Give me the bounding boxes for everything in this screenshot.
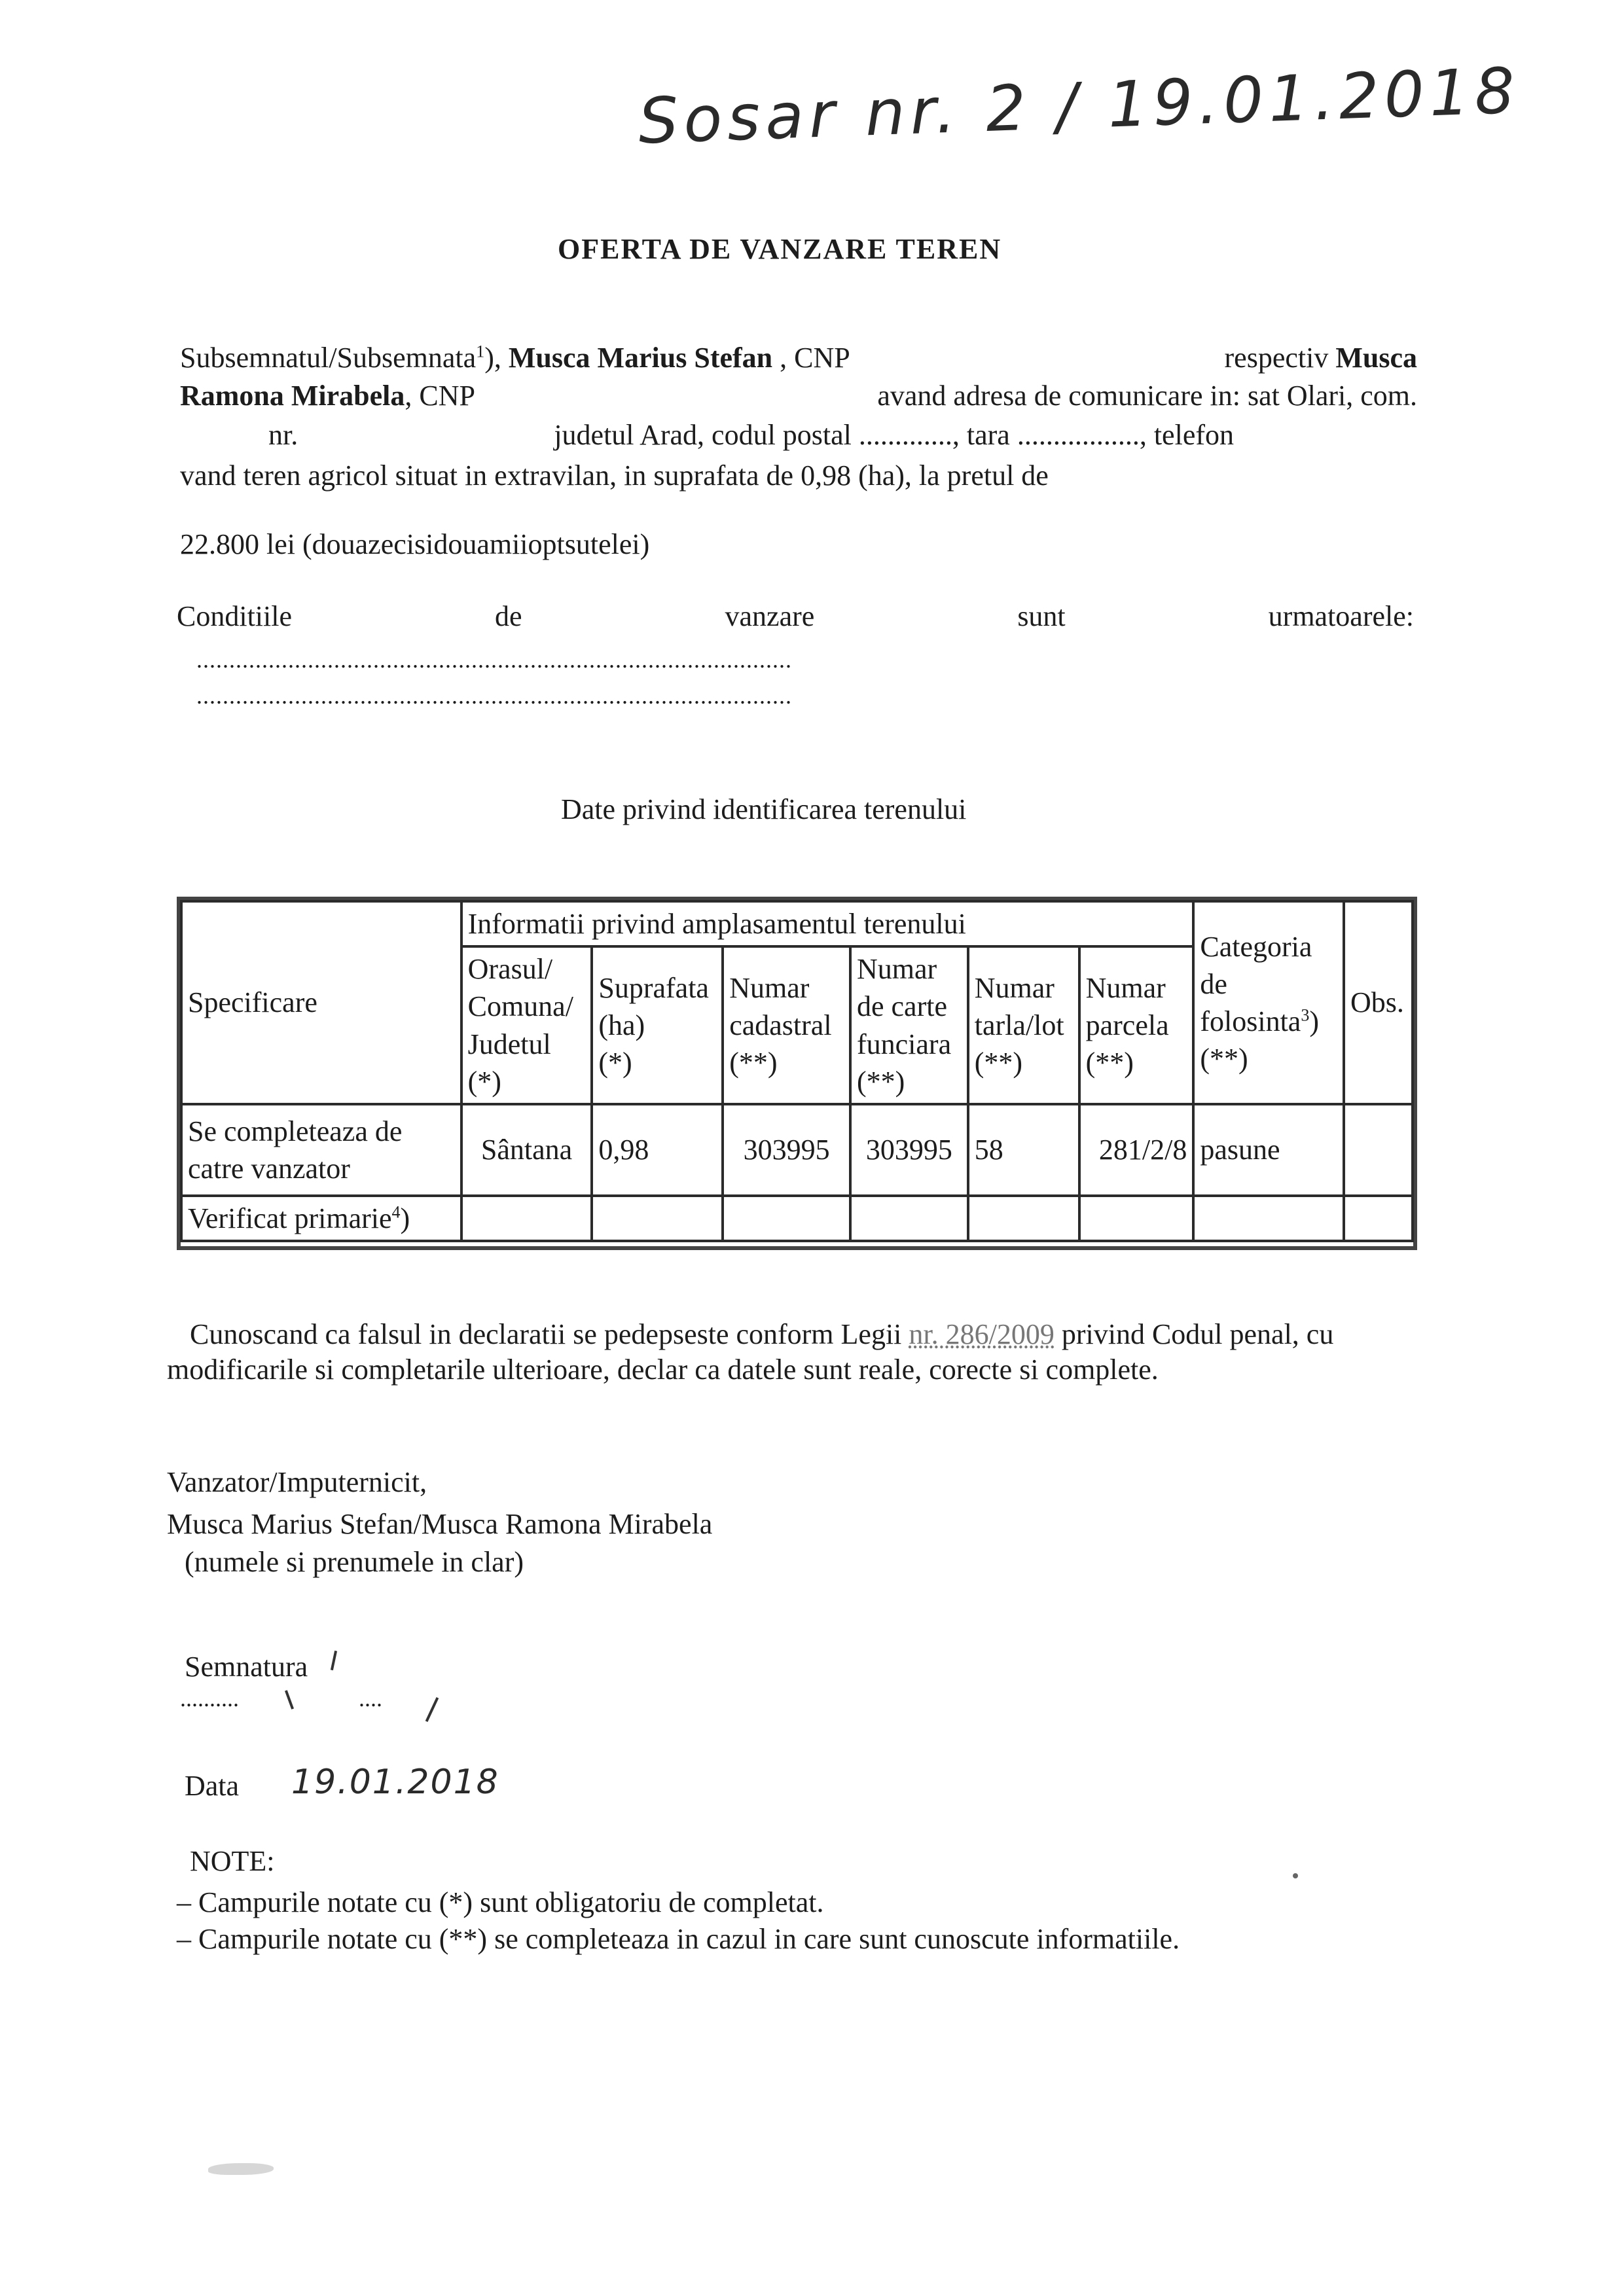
conditions-dots-1: ........................................................................................... [196,647,792,673]
section-title: Date privind identificarea terenului [561,793,967,825]
intro-text: Subsemnatul/Subsemnata [180,342,477,374]
category-label-close: ) [1309,1005,1319,1037]
notes-title: NOTE: [190,1845,275,1877]
col-label: Orasul/ Comuna/ Judetul [467,953,573,1060]
row-label-town-hall [181,1196,461,1241]
conditions-word: vanzare [725,600,815,632]
cnp-label: , CNP [772,342,850,374]
empty-cell [850,1196,968,1241]
address-number-label: nr. [268,419,298,451]
law-reference: nr. 286/2009 [909,1318,1055,1350]
obs-header: Obs. [1344,901,1413,1104]
signature-stroke [331,1651,337,1670]
conditions-word: Conditiile [177,600,292,632]
scan-smudge [208,2163,274,2175]
empty-cell [461,1196,592,1241]
col-label: Numar tarla/lot [974,971,1064,1041]
declaration-text: Cunoscand ca falsul in declaratii se pedepseste conform Legii [190,1318,909,1350]
intro-text: ), [484,342,509,374]
empty-cell [1079,1196,1194,1241]
category-header [1193,901,1344,1104]
cell-obs [1344,1104,1413,1196]
address-text: judetul Arad, codul postal ............., tara ................., telefon [554,419,1234,451]
intro-line-1 [180,339,1417,376]
table-row [181,1196,1413,1241]
cell-cadastral: 303995 [723,1104,850,1196]
price: 22.800 lei (douazecisidouamiioptsutelei) [180,528,650,560]
signature-stroke [285,1690,294,1710]
col-header-parcel [1079,946,1194,1104]
col-header-locality [461,946,592,1104]
date-value: 19.01.2018 [291,1763,499,1802]
seller-2-name: Ramona Mirabela [180,380,405,412]
row-label-text: Verificat primarie [188,1202,392,1234]
col-note: (**) [1085,1047,1134,1079]
land-description: vand teren agricol situat in extravilan, in suprafata de 0,98 (ha), la pretul de [180,459,1049,492]
cell-parcel: 281/2/8 [1079,1104,1194,1196]
empty-cell [1193,1196,1344,1241]
location-group-header: Informatii privind amplasamentul terenului [461,901,1194,946]
cell-area: 0,98 [592,1104,723,1196]
signature-label: Semnatura [185,1651,308,1683]
col-header-cadastral [723,946,850,1104]
conditions-word: de [495,600,522,632]
col-note: (*) [467,1065,501,1098]
footnote-marker: 3 [1301,1005,1310,1025]
date-label: Data [185,1770,240,1802]
cell-tarla: 58 [968,1104,1079,1196]
signature-dots: .......... [180,1685,239,1712]
intro-line-2 [180,377,1417,414]
seller-1-name: Musca Marius Stefan [508,342,773,374]
col-note: (*) [598,1047,632,1079]
note-item: – Campurile notate cu (*) sunt obligatoriu de completat. [177,1886,824,1918]
signer-role: Vanzator/Imputernicit, [167,1466,427,1498]
cnp-label: , CNP [405,380,475,412]
conditions-dots-2: ........................................................................................... [196,683,792,709]
cell-land-book: 303995 [850,1104,968,1196]
handwritten-registration-number: Sosar nr. 2 / 19.01.2018 [637,54,1521,158]
declaration-text: privind Codul penal, cu modificarile si completarile ulterioare, declar ca datele sunt reale, corecte si complete. [167,1318,1334,1386]
empty-cell [723,1196,850,1241]
conditions-word: sunt [1017,600,1066,632]
col-label: Numar de carte funciara [856,953,952,1060]
row-label-seller: Se completeaza de catre vanzator [181,1104,461,1196]
col-label: Numar cadastral [729,971,832,1041]
cell-category: pasune [1193,1104,1344,1196]
intro-text: respectiv [1224,342,1329,374]
spec-header: Specificare [181,901,461,1104]
signature-stroke [425,1697,439,1722]
scan-speck [1293,1873,1298,1878]
col-label: Suprafata (ha) [598,971,709,1041]
table-row [181,1104,1413,1196]
category-note: (**) [1200,1043,1248,1075]
row-label-close: ) [400,1202,410,1234]
signer-names-note: (numele si prenumele in clar) [185,1546,524,1578]
empty-cell [968,1196,1079,1241]
intro-line-3 [180,416,1234,454]
land-identification-table [180,900,1414,1242]
cell-locality: Sântana [461,1104,592,1196]
category-label: Categoria de folosinta [1200,930,1312,1037]
col-header-tarla [968,946,1079,1104]
col-header-area [592,946,723,1104]
note-item: – Campurile notate cu (**) se completeaza in cazul in care sunt cunoscute informatiile. [177,1923,1180,1955]
conditions-word: urmatoarele: [1268,600,1414,632]
declaration-paragraph [167,1317,1378,1387]
signer-names: Musca Marius Stefan/Musca Ramona Mirabela [167,1508,713,1540]
col-note: (**) [856,1065,905,1098]
col-note: (**) [974,1047,1023,1079]
col-header-land-book [850,946,968,1104]
seller-2-first-name: Musca [1335,342,1417,374]
empty-cell [592,1196,723,1241]
col-label: Numar parcela [1085,971,1169,1041]
address-text: avand adresa de comunicare in: sat Olari, com. [877,380,1417,412]
col-note: (**) [729,1047,778,1079]
empty-cell [1344,1196,1413,1241]
signature-dots: .... [359,1685,382,1712]
footnote-marker: 4 [391,1202,401,1222]
conditions-line [177,598,1414,635]
footnote-marker: 1 [476,342,485,361]
document-title: OFERTA DE VANZARE TEREN [558,233,1002,265]
